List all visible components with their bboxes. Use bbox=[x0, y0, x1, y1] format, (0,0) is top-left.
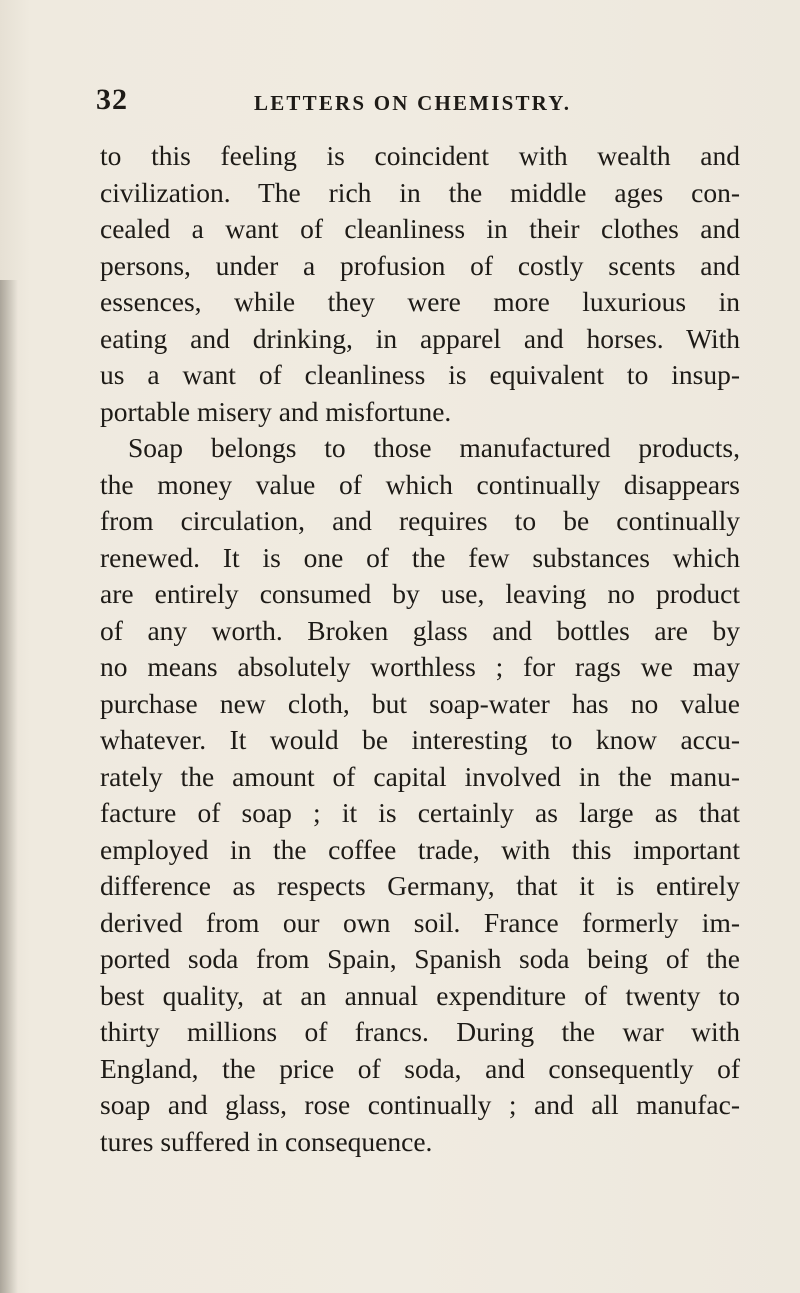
text-line: eating and drinking, in apparel and horses. With bbox=[100, 322, 740, 354]
text-line: derived from our own soil. France formerly im- bbox=[100, 906, 740, 938]
text-line: are entirely consumed by use, leaving no product bbox=[100, 578, 740, 609]
text-line: from circulation, and requires to be continually bbox=[100, 505, 740, 536]
page-number: 32 bbox=[96, 83, 128, 116]
text-line: no means absolutely worthless ; for rags we may bbox=[100, 651, 740, 682]
text-line: tures suffered in consequence. bbox=[100, 1125, 433, 1157]
text-line: thirty millions of francs. During the war with bbox=[100, 1016, 740, 1047]
text-line: the money value of which continually disappears bbox=[100, 468, 740, 500]
text-line: whatever. It would be interesting to know accu- bbox=[100, 724, 740, 755]
text-line: us a want of cleanliness is equivalent to insup- bbox=[100, 359, 740, 390]
paragraph-start-line: Soap belongs to those manufactured products, bbox=[128, 432, 740, 463]
text-line: facture of soap ; it is certainly as large as that bbox=[100, 797, 740, 828]
page-header bbox=[96, 83, 716, 123]
text-line: of any worth. Broken glass and bottles are by bbox=[100, 614, 740, 646]
text-line: ported soda from Spain, Spanish soda being of the bbox=[100, 943, 740, 974]
text-line: renewed. It is one of the few substances which bbox=[100, 541, 740, 573]
text-line: cealed a want of cleanliness in their clothes and bbox=[100, 213, 740, 244]
text-line: rately the amount of capital involved in the manu- bbox=[100, 760, 740, 792]
text-line: civilization. The rich in the middle ages con- bbox=[100, 176, 740, 208]
text-line: difference as respects Germany, that it is entirely bbox=[100, 870, 740, 901]
text-line: portable misery and misfortune. bbox=[100, 395, 452, 427]
text-line: England, the price of soda, and consequently of bbox=[100, 1052, 740, 1084]
text-line: employed in the coffee trade, with this important bbox=[100, 833, 740, 865]
binding-gutter-shadow bbox=[0, 280, 18, 1293]
body-text bbox=[100, 138, 740, 1160]
text-line: best quality, at an annual expenditure of twenty to bbox=[100, 979, 740, 1011]
running-title: LETTERS ON CHEMISTRY. bbox=[254, 91, 572, 115]
text-line: soap and glass, rose continually ; and all manufac- bbox=[100, 1089, 740, 1120]
text-line: persons, under a profusion of costly scents and bbox=[100, 249, 740, 281]
text-line: essences, while they were more luxurious in bbox=[100, 286, 740, 317]
text-line: purchase new cloth, but soap-water has no value bbox=[100, 687, 740, 719]
text-line: to this feeling is coincident with wealth and bbox=[100, 140, 740, 171]
